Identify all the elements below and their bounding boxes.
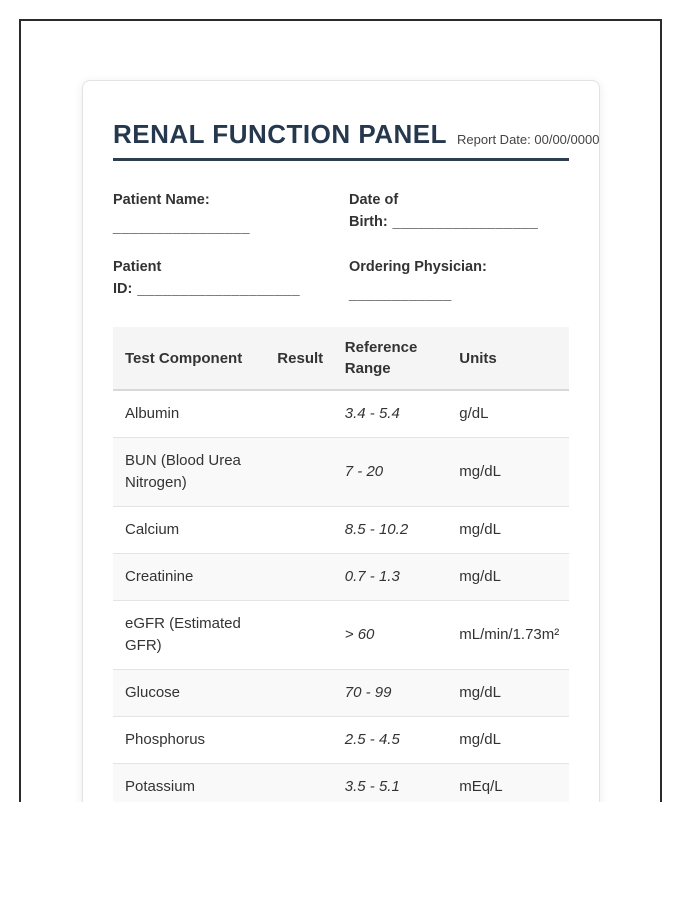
column-header-reference-range: Reference Range	[333, 327, 447, 390]
patient-field-blank-line: ____________	[349, 286, 452, 303]
column-header-result: Result	[265, 327, 332, 390]
test-component-cell: Albumin	[113, 390, 265, 438]
result-cell	[265, 670, 332, 717]
report-card	[82, 80, 600, 802]
reference-range-cell: 3.4 - 5.4	[333, 390, 447, 438]
result-cell	[265, 390, 332, 438]
test-component-cell: BUN (Blood Urea Nitrogen)	[113, 438, 265, 507]
result-cell	[265, 764, 332, 802]
table-row	[113, 507, 569, 554]
test-component-cell: Glucose	[113, 670, 265, 717]
patient-info-section	[113, 189, 569, 305]
table-row	[113, 601, 569, 670]
column-header-test-component: Test Component	[113, 327, 265, 390]
report-header	[113, 119, 600, 150]
result-cell	[265, 554, 332, 601]
reference-range-cell: > 60	[333, 601, 447, 670]
report-date	[457, 132, 599, 150]
reference-range-cell: 3.5 - 5.1	[333, 764, 447, 802]
patient-field-label: Date of Birth:	[349, 192, 399, 231]
patient-field-blank-line: ________________	[113, 219, 251, 236]
units-cell: mg/dL	[447, 438, 569, 507]
table-row	[113, 670, 569, 717]
report-date-label: Report Date:	[457, 132, 531, 148]
test-component-cell: eGFR (Estimated GFR)	[113, 601, 265, 670]
patient-field-blank-line: ___________________	[137, 281, 301, 298]
units-cell: mg/dL	[447, 554, 569, 601]
result-cell	[265, 507, 332, 554]
table-row	[113, 717, 569, 764]
table-row	[113, 438, 569, 507]
patient-field	[349, 256, 569, 305]
units-cell: mL/min/1.73m²	[447, 601, 569, 670]
reference-range-cell: 2.5 - 4.5	[333, 717, 447, 764]
units-cell: mg/dL	[447, 507, 569, 554]
test-component-cell: Calcium	[113, 507, 265, 554]
document-page-frame	[19, 19, 662, 802]
test-component-cell: Creatinine	[113, 554, 265, 601]
reference-range-cell: 7 - 20	[333, 438, 447, 507]
test-component-cell: Phosphorus	[113, 717, 265, 764]
test-component-cell: Potassium	[113, 764, 265, 802]
patient-field-label: Patient ID:	[113, 259, 162, 298]
report-date-value: 00/00/0000	[534, 132, 600, 148]
results-table	[113, 327, 569, 802]
results-table-body	[113, 390, 569, 802]
reference-range-cell: 8.5 - 10.2	[333, 507, 447, 554]
patient-field	[113, 189, 349, 238]
units-cell: mEq/L	[447, 764, 569, 802]
column-header-units: Units	[447, 327, 569, 390]
patient-field	[349, 189, 569, 238]
reference-range-cell: 0.7 - 1.3	[333, 554, 447, 601]
table-row	[113, 390, 569, 438]
patient-field-label: Patient Name:	[113, 192, 210, 209]
reference-range-cell: 70 - 99	[333, 670, 447, 717]
table-row	[113, 554, 569, 601]
title-divider	[113, 158, 569, 161]
units-cell: mg/dL	[447, 717, 569, 764]
result-cell	[265, 601, 332, 670]
result-cell	[265, 717, 332, 764]
patient-field-label: Ordering Physician:	[349, 259, 487, 276]
result-cell	[265, 438, 332, 507]
results-table-header	[113, 327, 569, 390]
report-title: RENAL FUNCTION PANEL	[113, 119, 448, 149]
patient-field-blank-line: _________________	[392, 214, 539, 231]
units-cell: g/dL	[447, 390, 569, 438]
units-cell: mg/dL	[447, 670, 569, 717]
patient-field	[113, 256, 349, 305]
table-row	[113, 764, 569, 802]
